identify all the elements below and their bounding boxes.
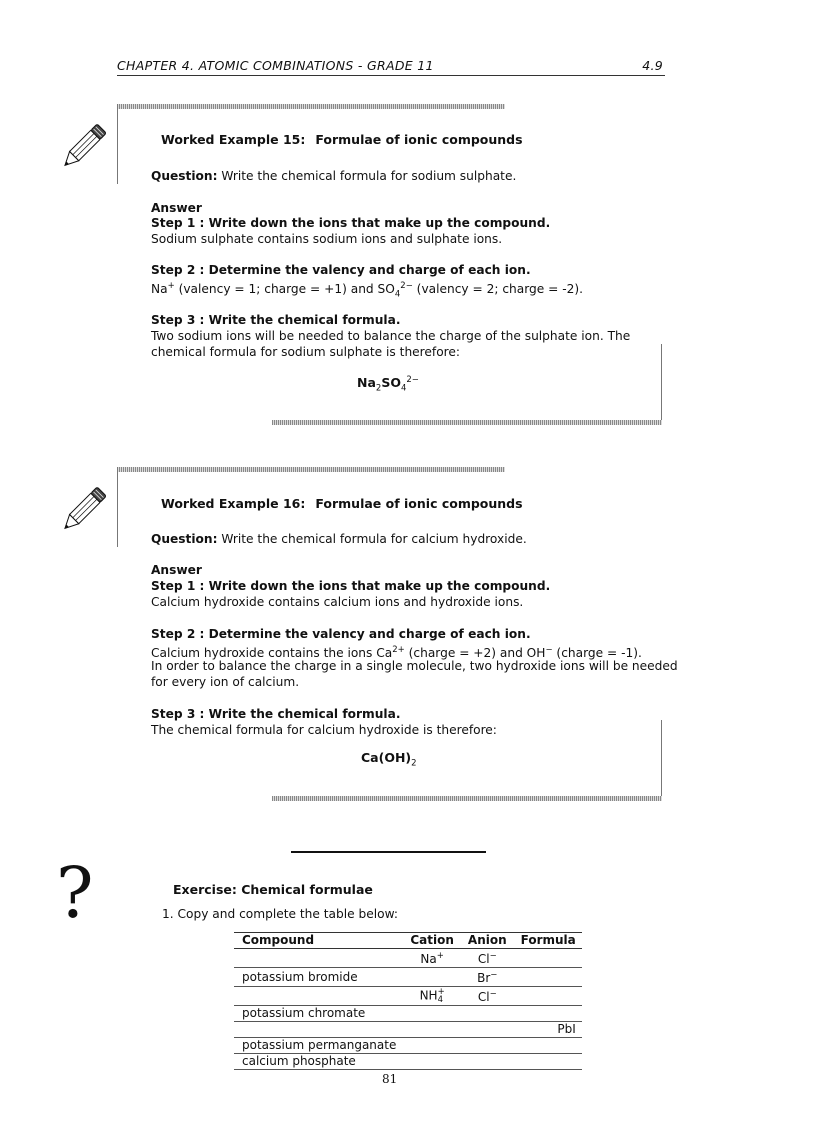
question-label: Question: bbox=[151, 169, 218, 183]
table-row bbox=[234, 1054, 582, 1070]
example-label: Worked Example 16: bbox=[161, 496, 306, 511]
answer-label: Answer bbox=[151, 563, 202, 577]
step2-line3: for every ion of calcium. bbox=[151, 675, 300, 689]
step1-label: Step 1 : Write down the ions that make up the compound. bbox=[151, 579, 551, 593]
table-row bbox=[234, 968, 582, 987]
pencil-icon bbox=[57, 120, 109, 176]
question-text: Write the chemical formula for calcium hydroxide. bbox=[221, 532, 527, 546]
cell-cation bbox=[402, 1038, 460, 1054]
bottom-rule bbox=[272, 420, 662, 425]
cell-formula bbox=[513, 949, 582, 968]
formula-caoh: Ca(OH) bbox=[361, 750, 412, 765]
cell-anion bbox=[460, 1022, 513, 1038]
example-topic: Formulae of ionic compounds bbox=[315, 132, 523, 147]
example-topic: Formulae of ionic compounds bbox=[315, 496, 523, 511]
so4-charge: 2− bbox=[400, 281, 413, 291]
anion-symbol: Cl bbox=[477, 990, 490, 1004]
anion-symbol: Br bbox=[477, 971, 491, 985]
formula-na: Na bbox=[357, 375, 376, 391]
formula-calcium-hydroxide bbox=[361, 750, 417, 772]
left-bar bbox=[117, 104, 118, 184]
cell-compound bbox=[234, 987, 402, 1006]
step2-text bbox=[151, 278, 583, 303]
example-title bbox=[161, 132, 523, 148]
col-formula: Formula bbox=[513, 933, 582, 949]
pencil-icon bbox=[57, 483, 109, 539]
formula-so: SO bbox=[381, 375, 401, 391]
col-cation: Cation bbox=[402, 933, 460, 949]
col-anion: Anion bbox=[460, 933, 513, 949]
na-charge: + bbox=[167, 281, 175, 291]
cation-subscript: 4 bbox=[437, 995, 443, 1005]
right-bar bbox=[661, 720, 662, 800]
question bbox=[151, 531, 527, 547]
step1-label: Step 1 : Write down the ions that make up the compound. bbox=[151, 216, 551, 230]
cell-formula bbox=[513, 968, 582, 987]
anion-charge: − bbox=[489, 951, 497, 961]
cation-symbol: NH bbox=[419, 988, 438, 1003]
formula-na-sub: 2 bbox=[375, 383, 382, 394]
question bbox=[151, 168, 516, 184]
question-mark-icon: ? bbox=[56, 852, 94, 934]
table-row bbox=[234, 1022, 582, 1038]
cell-cation bbox=[402, 1022, 460, 1038]
anion-symbol: Cl bbox=[477, 952, 490, 966]
step1-text: Sodium sulphate contains sodium ions and sulphate ions. bbox=[151, 232, 503, 246]
exercise-table bbox=[234, 932, 582, 1070]
cell-compound: potassium bromide bbox=[234, 968, 402, 987]
step2-part-c: (charge = -1). bbox=[552, 646, 642, 661]
cell-anion bbox=[460, 949, 513, 968]
formula-sodium-sulphate bbox=[357, 372, 419, 397]
worked-example-16 bbox=[0, 450, 816, 810]
cell-anion bbox=[460, 1038, 513, 1054]
formula-so-sup: 2− bbox=[406, 375, 419, 385]
step3-text: The chemical formula for calcium hydroxide is therefore: bbox=[151, 723, 497, 737]
cell-anion bbox=[460, 968, 513, 987]
anion-charge: − bbox=[490, 970, 498, 980]
table-row bbox=[234, 987, 582, 1006]
step1-text: Calcium hydroxide contains calcium ions and hydroxide ions. bbox=[151, 595, 524, 609]
cell-formula bbox=[513, 987, 582, 1006]
table-row bbox=[234, 949, 582, 968]
formula-so-sub: 4 bbox=[400, 383, 407, 394]
step2-part-a: Calcium hydroxide contains the ions Ca bbox=[151, 646, 393, 661]
question-text: Write the chemical formula for sodium sulphate. bbox=[221, 169, 517, 183]
table-row bbox=[234, 1038, 582, 1054]
chapter-title: CHAPTER 4. ATOMIC COMBINATIONS - GRADE 11 bbox=[117, 58, 434, 73]
top-rule bbox=[117, 104, 505, 109]
step3-label: Step 3 : Write the chemical formula. bbox=[151, 707, 401, 721]
cation-symbol: Na bbox=[420, 952, 437, 966]
step2-line2: In order to balance the charge in a single molecule, two hydroxide ions will be needed bbox=[151, 659, 678, 673]
question-label: Question: bbox=[151, 532, 218, 546]
page-number: 81 bbox=[382, 1072, 398, 1086]
exercise-item-1: 1. Copy and complete the table below: bbox=[162, 907, 398, 921]
na-symbol: Na bbox=[151, 282, 168, 297]
oh-charge: − bbox=[545, 645, 553, 655]
col-compound: Compound bbox=[234, 933, 402, 949]
step2-part-b: (charge = +2) and OH bbox=[404, 646, 546, 661]
section-number: 4.9 bbox=[642, 58, 663, 73]
example-label: Worked Example 15: bbox=[161, 132, 306, 147]
cell-compound bbox=[234, 1022, 402, 1038]
cell-cation bbox=[402, 1054, 460, 1070]
cell-cation bbox=[402, 1006, 460, 1022]
cell-formula bbox=[513, 1054, 582, 1070]
cell-compound: potassium chromate bbox=[234, 1006, 402, 1022]
cell-anion bbox=[460, 987, 513, 1006]
right-bar bbox=[661, 344, 662, 424]
cell-compound: potassium permanganate bbox=[234, 1038, 402, 1054]
cell-formula bbox=[513, 1006, 582, 1022]
so4-subscript: 4 bbox=[394, 289, 401, 300]
exercise-separator bbox=[291, 851, 486, 853]
table-row bbox=[234, 1006, 582, 1022]
cell-formula bbox=[513, 1038, 582, 1054]
answer-label: Answer bbox=[151, 201, 202, 215]
step3-line1: Two sodium ions will be needed to balance the charge of the sulphate ion. The bbox=[151, 329, 631, 343]
step2-label: Step 2 : Determine the valency and charge of each ion. bbox=[151, 627, 531, 641]
bottom-rule bbox=[272, 796, 662, 801]
ca-charge: 2+ bbox=[392, 645, 405, 655]
cell-cation bbox=[402, 968, 460, 987]
step2-end: (valency = 2; charge = -2). bbox=[412, 282, 584, 297]
example-title bbox=[161, 496, 523, 512]
anion-charge: − bbox=[489, 989, 497, 999]
cation-charge: + bbox=[437, 987, 445, 997]
step2-label: Step 2 : Determine the valency and charge of each ion. bbox=[151, 263, 531, 277]
step3-line2: chemical formula for sodium sulphate is therefore: bbox=[151, 345, 460, 359]
cell-cation bbox=[402, 949, 460, 968]
table-header-row bbox=[234, 933, 582, 949]
exercise-title: Exercise: Chemical formulae bbox=[173, 882, 373, 897]
step2-mid: (valency = 1; charge = +1) and SO bbox=[174, 282, 395, 297]
cell-formula: PbI bbox=[513, 1022, 582, 1038]
step3-label: Step 3 : Write the chemical formula. bbox=[151, 313, 401, 327]
cell-compound: calcium phosphate bbox=[234, 1054, 402, 1070]
worked-example-15 bbox=[0, 0, 816, 450]
cell-anion bbox=[460, 1006, 513, 1022]
top-rule bbox=[117, 467, 505, 472]
cation-charge: + bbox=[436, 951, 444, 961]
cell-anion bbox=[460, 1054, 513, 1070]
left-bar bbox=[117, 467, 118, 547]
formula-caoh-sub: 2 bbox=[411, 758, 417, 769]
cell-cation bbox=[402, 987, 460, 1006]
exercise-table-wrap bbox=[234, 932, 582, 1070]
cell-compound bbox=[234, 949, 402, 968]
